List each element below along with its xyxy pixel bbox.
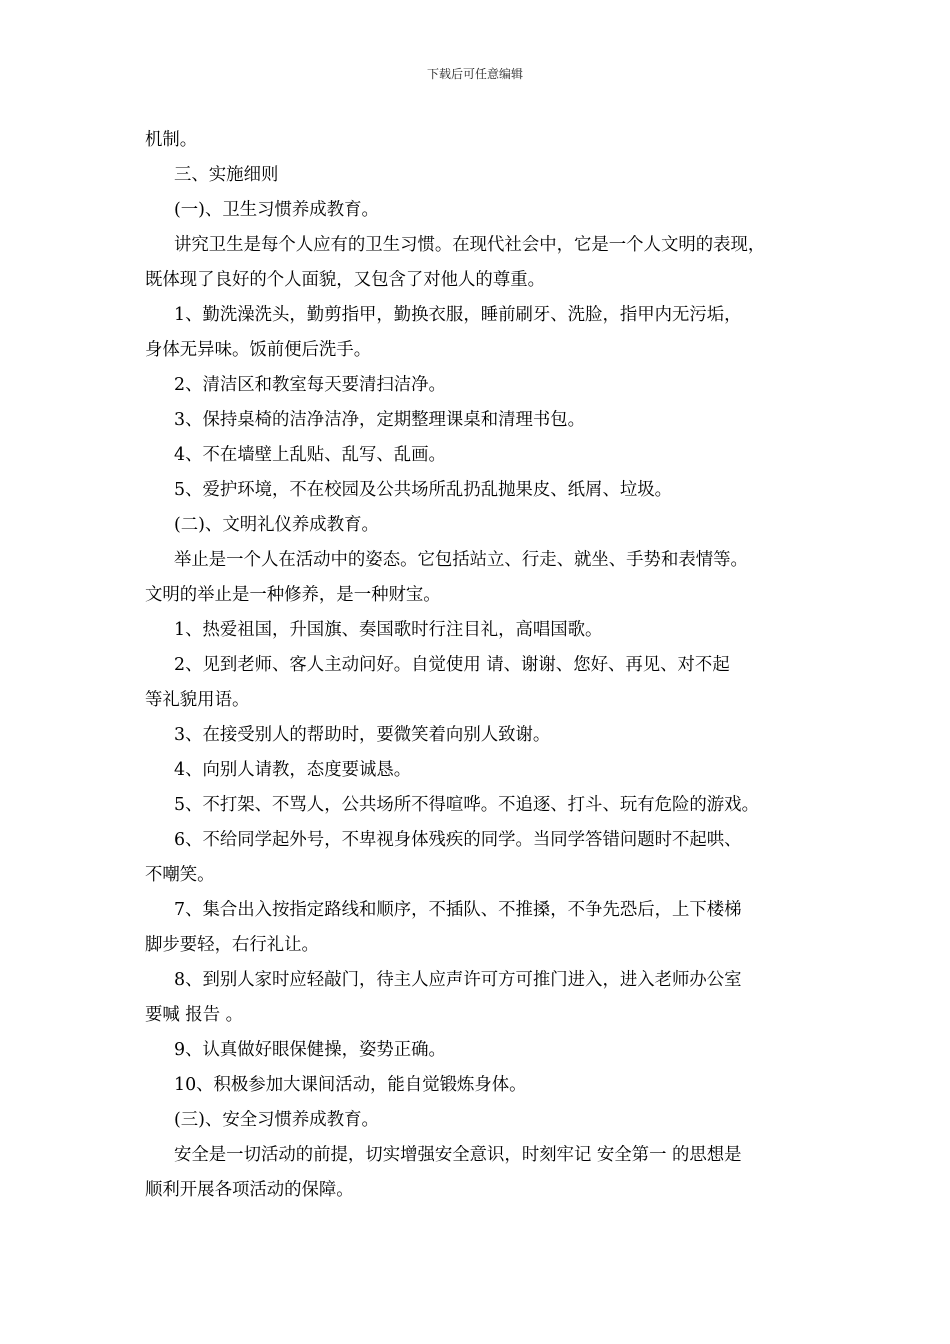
paragraph-line: 既体现了良好的个人面貌，又包含了对他人的尊重。 bbox=[145, 270, 545, 290]
list-item: 10、积极参加大课间活动，能自觉锻炼身体。 bbox=[174, 1075, 527, 1095]
paragraph-line: 机制。 bbox=[145, 130, 198, 150]
paragraph-line: 安全是一切活动的前提，切实增强安全意识，时刻牢记 安全第一 的思想是 bbox=[174, 1145, 742, 1165]
page-header: 下载后可任意编辑 bbox=[426, 67, 523, 81]
list-item-continuation: 脚步要轻，右行礼让。 bbox=[145, 935, 319, 955]
paragraph-line: 文明的举止是一种修养，是一种财宝。 bbox=[145, 585, 441, 605]
list-item: 7、集合出入按指定路线和顺序，不插队、不推搡，不争先恐后，上下楼梯 bbox=[174, 900, 742, 920]
list-item: 3、在接受别人的帮助时，要微笑着向别人致谢。 bbox=[174, 725, 551, 745]
paragraph-line: 讲究卫生是每个人应有的卫生习惯。在现代社会中，它是一个人文明的表现， bbox=[174, 235, 766, 255]
list-item-continuation: 等礼貌用语。 bbox=[145, 690, 250, 710]
list-item-continuation: 不嘲笑。 bbox=[145, 865, 215, 885]
list-item-continuation: 身体无异味。饭前便后洗手。 bbox=[145, 340, 372, 360]
list-item: 4、向别人请教，态度要诚恳。 bbox=[174, 760, 412, 780]
subsection-heading: (一)、卫生习惯养成教育。 bbox=[174, 200, 379, 220]
list-item: 5、爱护环境，不在校园及公共场所乱扔乱抛果皮、纸屑、垃圾。 bbox=[174, 480, 673, 500]
section-heading: 三、实施细则 bbox=[174, 165, 279, 185]
list-item-continuation: 要喊 报告 。 bbox=[145, 1005, 244, 1025]
list-item: 3、保持桌椅的洁净洁净，定期整理课桌和清理书包。 bbox=[174, 410, 586, 430]
list-item: 2、清洁区和教室每天要清扫洁净。 bbox=[174, 375, 446, 395]
list-item: 9、认真做好眼保健操，姿势正确。 bbox=[174, 1040, 446, 1060]
list-item: 1、勤洗澡洗头，勤剪指甲，勤换衣服，睡前刷牙、洗脸，指甲内无污垢， bbox=[174, 305, 742, 325]
subsection-heading: (三)、安全习惯养成教育。 bbox=[174, 1110, 379, 1130]
list-item: 4、不在墙壁上乱贴、乱写、乱画。 bbox=[174, 445, 446, 465]
subsection-heading: (二)、文明礼仪养成教育。 bbox=[174, 515, 379, 535]
document-body bbox=[145, 123, 810, 1208]
list-item: 1、热爱祖国，升国旗、奏国歌时行注目礼，高唱国歌。 bbox=[174, 620, 603, 640]
list-item: 2、见到老师、客人主动问好。自觉使用 请、谢谢、您好、再见、对不起 bbox=[174, 655, 730, 675]
list-item: 6、不给同学起外号，不卑视身体残疾的同学。当同学答错问题时不起哄、 bbox=[174, 830, 742, 850]
list-item: 5、不打架、不骂人，公共场所不得喧哗。不追逐、打斗、玩有危险的游戏。 bbox=[174, 795, 759, 815]
paragraph-line: 顺利开展各项活动的保障。 bbox=[145, 1180, 354, 1200]
paragraph-line: 举止是一个人在活动中的姿态。它包括站立、行走、就坐、手势和表情等。 bbox=[174, 550, 748, 570]
list-item: 8、到别人家时应轻敲门，待主人应声许可方可推门进入，进入老师办公室 bbox=[174, 970, 742, 990]
